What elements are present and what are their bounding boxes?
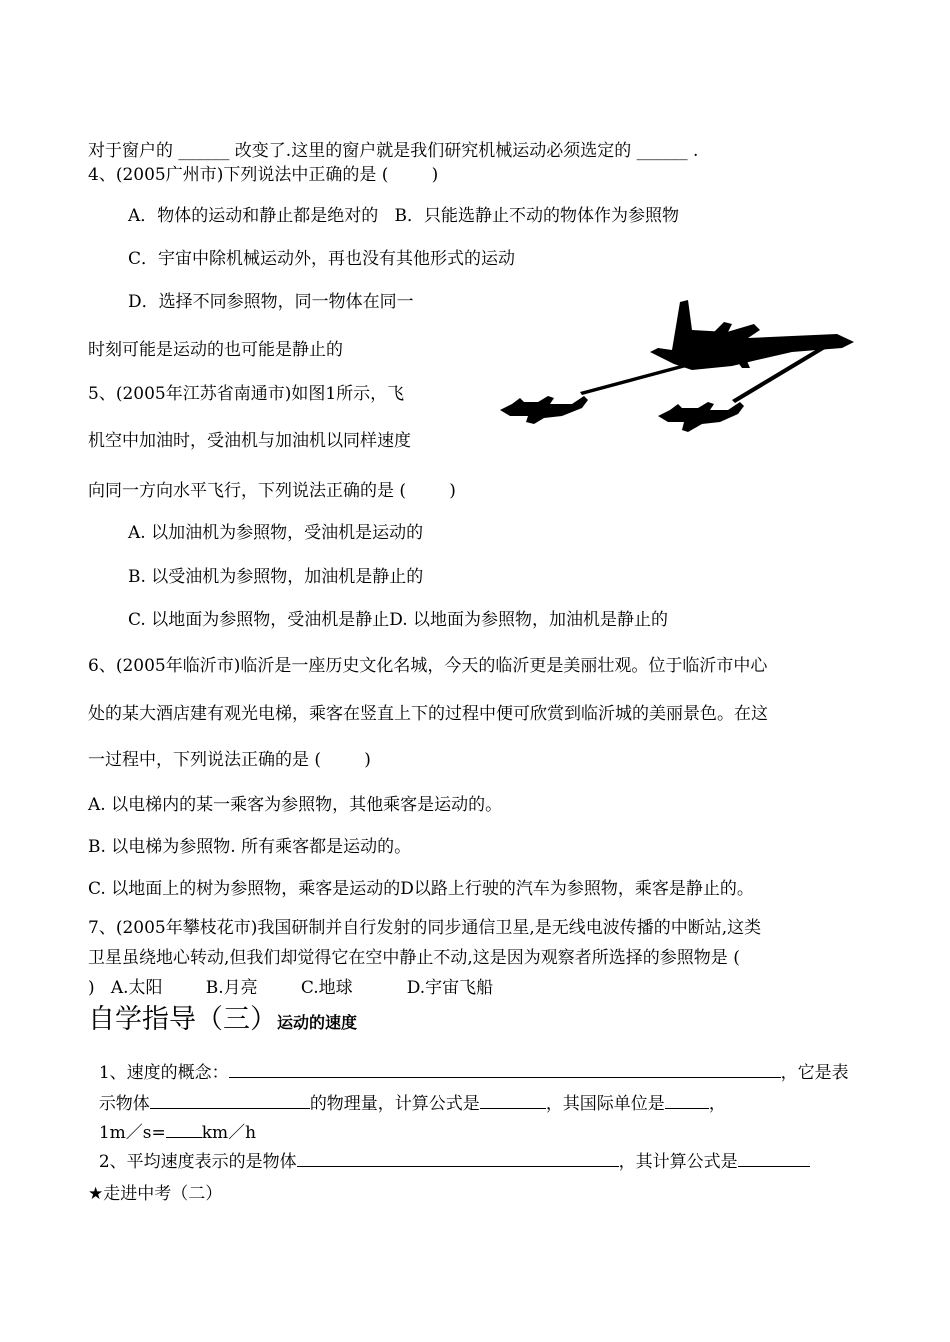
question-7-cont: 卫星虽绕地心转动,但我们却觉得它在空中静止不动,这是因为观察者所选择的参照物是 ( [88,948,740,968]
option-4a-4b: A．物体的运动和静止都是绝对的 B．只能选静止不动的物体作为参照物 [128,206,679,226]
question-5-cont2: 向同一方向水平飞行，下列说法正确的是 ( ) [88,481,456,501]
blank-average-formula[interactable] [738,1149,810,1167]
question-5: 5、(2005年江苏省南通市)如图1所示，飞 [88,384,405,404]
option-4c: C．宇宙中除机械运动外，再也没有其他形式的运动 [128,249,516,269]
question-5-cont1: 机空中加油时，受油机与加油机以同样速度 [88,431,411,451]
option-6c-6d: C. 以地面上的树为参照物，乘客是运动的D以路上行驶的汽车为参照物，乘客是静止的。 [88,879,754,899]
question-6-cont2: 一过程中，下列说法正确的是 ( ) [88,750,371,770]
blank-si-unit[interactable] [665,1091,709,1109]
footer-title: ★走进中考（二） [88,1184,223,1204]
fill-line-3: 1m／s= km／h [88,1098,256,1144]
question-6-cont1: 处的某大酒店建有观光电梯，乘客在竖直上下的过程中便可欣赏到临沂城的美丽景色。在这 [88,704,768,724]
question-4: 4、(2005广州市)下列说法中正确的是 ( ) [88,165,439,185]
option-6a: A. 以电梯内的某一乘客为参照物，其他乘客是运动的。 [88,795,503,815]
section-title: 自学指导（三） [88,1004,277,1035]
blank-average-speed[interactable] [297,1149,619,1167]
option-5a: A. 以加油机为参照物，受油机是运动的 [128,523,424,543]
option-4d-cont: 时刻可能是运动的也可能是静止的 [88,340,343,360]
section-heading [88,1003,357,1040]
question-6: 6、(2005年临沂市)临沂是一座历史文化名城，今天的临沂更是美丽壮观。位于临沂市中心 [88,656,768,676]
fill-line-1: 1、速度的概念： ，它是表 [88,1038,849,1084]
blank-formula[interactable] [480,1091,546,1109]
refueling-aircraft-figure [492,292,857,442]
fill-line-4: 2、平均速度表示的是物体 ，其计算公式是 [88,1127,810,1173]
option-6b: B. 以电梯为参照物. 所有乘客都是运动的。 [88,837,412,857]
option-5c-5d: C. 以地面为参照物，受油机是静止D. 以地面为参照物，加油机是静止的 [128,610,669,630]
fill-line-2: 示物体 的物理量，计算公式是 ，其国际单位是 ， [88,1069,726,1115]
question-7: 7、(2005年攀枝花市)我国研制并自行发射的同步通信卫星,是无线电波传播的中断站,这类 [88,918,762,938]
section-subtitle: 运动的速度 [277,1013,358,1032]
text-line: 对于窗户的 ______ 改变了.这里的窗户就是我们研究机械运动必须选定的 ______ . [88,141,699,161]
option-5b: B. 以受油机为参照物，加油机是静止的 [128,567,424,587]
option-4d: D．选择不同参照物，同一物体在同一 [128,292,414,312]
question-7-options: ) A.太阳 B.月亮 C.地球 D.宇宙飞船 [88,978,494,998]
